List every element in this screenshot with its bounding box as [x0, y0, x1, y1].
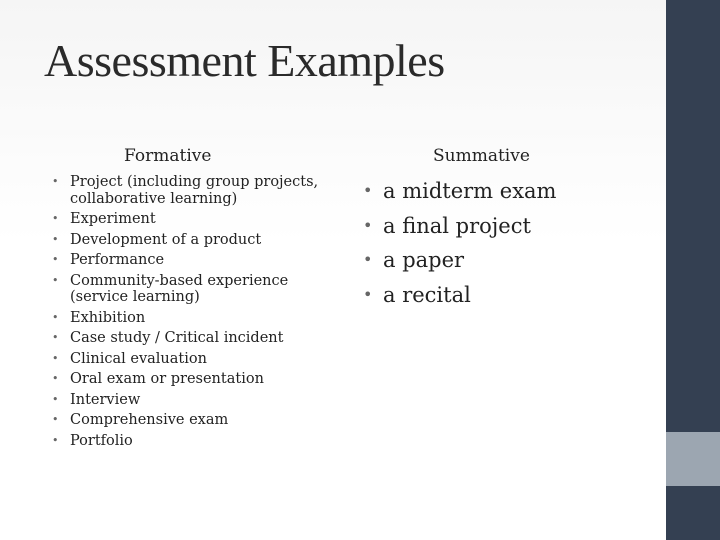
formative-item-product: • Development of a product [52, 232, 342, 249]
formative-list [52, 174, 342, 453]
formative-item-clinical: • Clinical evaluation [52, 351, 342, 368]
formative-item-project: • Project (including group projects, collaborative learning) [52, 174, 342, 207]
slide-title: Assessment Examples [44, 35, 445, 86]
formative-item-case-study: • Case study / Critical incident [52, 330, 342, 347]
summative-item-recital: • a recital [363, 282, 653, 308]
formative-item-community: • Community-based experience (service learning) [52, 273, 342, 306]
summative-item-final-project: • a final project [363, 213, 653, 239]
formative-item-interview: • Interview [52, 392, 342, 409]
summative-item-midterm: • a midterm exam [363, 178, 653, 204]
formative-item-comprehensive: • Comprehensive exam [52, 412, 342, 429]
formative-item-exhibition: • Exhibition [52, 310, 342, 327]
summative-item-paper: • a paper [363, 247, 653, 273]
summative-list [363, 178, 653, 316]
formative-item-experiment: • Experiment [52, 211, 342, 228]
formative-item-portfolio: • Portfolio [52, 433, 342, 450]
formative-heading: Formative [124, 146, 212, 166]
formative-item-performance: • Performance [52, 252, 342, 269]
right-sidebar-accent [666, 432, 720, 486]
summative-heading: Summative [433, 146, 530, 166]
formative-item-oral-exam: • Oral exam or presentation [52, 371, 342, 388]
